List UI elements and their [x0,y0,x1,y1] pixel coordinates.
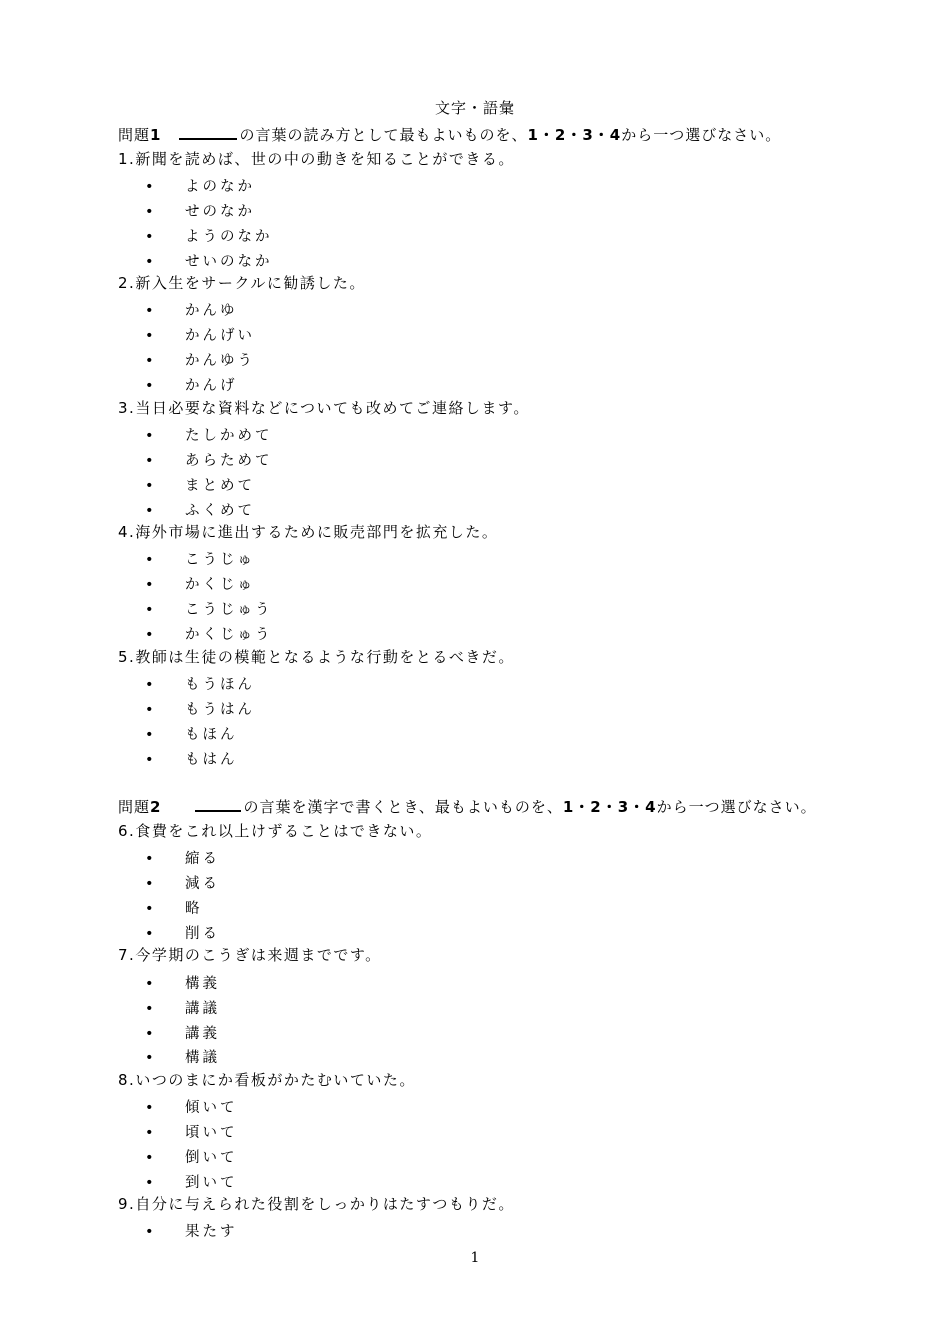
option-text: かんゆう [185,353,255,369]
answer-option[interactable] [145,922,220,943]
bullet-icon: • [145,702,157,718]
option-text: せいのなか [185,254,273,270]
answer-option[interactable] [145,673,255,694]
answer-option[interactable] [145,623,273,644]
bullet-icon: • [145,378,157,394]
answer-option[interactable] [145,1096,238,1117]
question-text: 新聞を読めば、世の中の動きを知ることができる。 [135,150,515,168]
section-number: 2 [150,798,162,816]
bullet-icon: • [145,752,157,768]
answer-option[interactable] [145,449,273,470]
section-instruction: の言葉を漢字で書くとき、最もよいものを、 [243,798,563,816]
bullet-icon: • [145,876,157,892]
bullet-icon: • [145,577,157,593]
section-instruction-end: から一つ選びなさい。 [621,126,782,144]
answer-option[interactable] [145,698,255,719]
option-text: まとめて [185,478,255,494]
answer-option[interactable] [145,1121,238,1142]
option-text: たしかめて [185,428,273,444]
question-6 [118,820,432,841]
question-number: 4. [118,523,136,541]
question-text: 自分に与えられた役割をしっかりはたすつもりだ。 [135,1195,515,1213]
section-instruction-end: から一つ選びなさい。 [656,798,817,816]
bullet-icon: • [145,353,157,369]
option-text: 構議 [185,1050,220,1066]
question-text: 新入生をサークルに勧誘した。 [135,274,366,292]
answer-option[interactable] [145,897,203,918]
option-text: 講議 [185,1001,220,1017]
answer-option[interactable] [145,748,238,769]
question-9 [118,1193,515,1214]
question-text: いつのまにか看板がかたむいていた。 [135,1071,416,1089]
bullet-icon: • [145,976,157,992]
option-text: かんげ [185,378,238,394]
answer-option[interactable] [145,723,238,744]
bullet-icon: • [145,926,157,942]
bullet-icon: • [145,229,157,245]
answer-option[interactable] [145,499,255,520]
question-3 [118,397,530,418]
answer-blank [179,126,237,140]
question-number: 3. [118,399,136,417]
answer-option[interactable] [145,1171,238,1192]
section-choices: 1・2・3・4 [562,798,657,816]
option-text: かくじゅ [185,577,255,593]
answer-option[interactable] [145,200,255,221]
answer-option[interactable] [145,972,220,993]
question-8 [118,1069,416,1090]
answer-option[interactable] [145,1220,238,1241]
option-text: 到いて [185,1175,238,1191]
question-number: 6. [118,822,136,840]
question-2 [118,272,366,293]
answer-option[interactable] [145,474,255,495]
answer-option[interactable] [145,374,238,395]
question-5 [118,646,515,667]
bullet-icon: • [145,901,157,917]
bullet-icon: • [145,1150,157,1166]
option-text: ようのなか [185,229,273,245]
question-text: 当日必要な資料などについても改めてご連絡します。 [135,399,530,417]
bullet-icon: • [145,851,157,867]
question-text: 食費をこれ以上けずることはできない。 [135,822,433,840]
section-instruction: の言葉の読み方として最もよいものを、 [239,126,528,144]
bullet-icon: • [145,179,157,195]
question-1 [118,148,515,169]
bullet-icon: • [145,1175,157,1191]
option-text: よのなか [185,179,255,195]
answer-option[interactable] [145,573,255,594]
bullet-icon: • [145,1026,157,1042]
bullet-icon: • [145,428,157,444]
option-text: 構義 [185,976,220,992]
option-text: こうじゅ [185,552,255,568]
answer-option[interactable] [145,424,273,445]
bullet-icon: • [145,1224,157,1240]
bullet-icon: • [145,1125,157,1141]
option-text: もうはん [185,702,255,718]
bullet-icon: • [145,1100,157,1116]
question-number: 8. [118,1071,136,1089]
bullet-icon: • [145,328,157,344]
section-choices: 1・2・3・4 [527,126,622,144]
option-text: もほん [185,727,238,743]
answer-option[interactable] [145,1046,220,1067]
answer-option[interactable] [145,1146,238,1167]
answer-option[interactable] [145,548,255,569]
bullet-icon: • [145,602,157,618]
bullet-icon: • [145,627,157,643]
bullet-icon: • [145,727,157,743]
answer-blank [195,798,241,812]
section-label: 問題 [118,126,151,144]
question-text: 今学期のこうぎは来週までです。 [135,946,382,964]
option-text: もはん [185,752,238,768]
section-header-2 [118,796,817,817]
option-text: かんゆ [185,303,238,319]
bullet-icon: • [145,1001,157,1017]
answer-option[interactable] [145,349,255,370]
option-text: 講義 [185,1026,220,1042]
answer-option[interactable] [145,872,220,893]
option-text: かんげい [185,328,255,344]
question-4 [118,521,498,542]
question-text: 教師は生徒の模範となるような行動をとるべきだ。 [135,648,515,666]
option-text: 減る [185,876,220,892]
answer-option[interactable] [145,847,220,868]
question-number: 1. [118,150,136,168]
answer-option[interactable] [145,299,238,320]
bullet-icon: • [145,552,157,568]
bullet-icon: • [145,677,157,693]
option-text: 略 [185,901,203,917]
option-text: せのなか [185,204,255,220]
bullet-icon: • [145,303,157,319]
bullet-icon: • [145,453,157,469]
bullet-icon: • [145,1050,157,1066]
question-number: 7. [118,946,136,964]
answer-option[interactable] [145,175,255,196]
option-text: ふくめて [185,503,255,519]
question-number: 9. [118,1195,136,1213]
bullet-icon: • [145,503,157,519]
option-text: 縮る [185,851,220,867]
page-title: 文字・語彙 [434,99,515,117]
question-number: 5. [118,648,136,666]
option-text: 削る [185,926,220,942]
answer-option[interactable] [145,225,273,246]
answer-option[interactable] [145,1022,220,1043]
option-text: かくじゅう [185,627,273,643]
question-7 [118,944,382,965]
answer-option[interactable] [145,598,273,619]
answer-option[interactable] [145,324,255,345]
option-text: 果たす [185,1224,238,1240]
option-text: こうじゅう [185,602,273,618]
option-text: もうほん [185,677,255,693]
answer-option[interactable] [145,250,273,271]
bullet-icon: • [145,478,157,494]
option-text: 頃いて [185,1125,238,1141]
question-text: 海外市場に進出するために販売部門を拡充した。 [135,523,499,541]
bullet-icon: • [145,254,157,270]
section-label: 問題 [118,798,151,816]
section-number: 1 [150,126,162,144]
option-text: あらためて [185,453,273,469]
question-number: 2. [118,274,136,292]
page-number: 1 [470,1250,480,1266]
section-header-1 [118,124,781,145]
answer-option[interactable] [145,997,220,1018]
option-text: 傾いて [185,1100,238,1116]
option-text: 倒いて [185,1150,238,1166]
bullet-icon: • [145,204,157,220]
